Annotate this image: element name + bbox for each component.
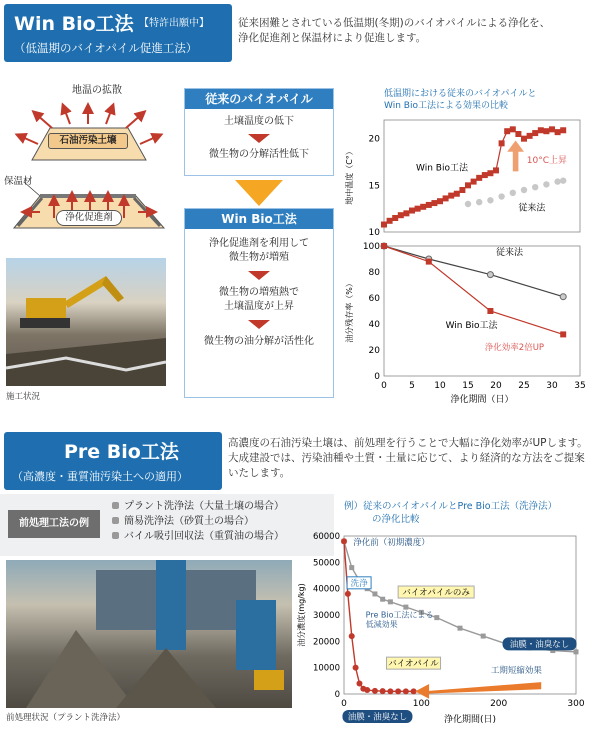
pre-desc-line1: 高濃度の石油汚染土壌は、前処理を行うことで大幅に浄化効率がUPします。 (228, 437, 588, 449)
conventional-point (560, 177, 566, 183)
prebio-point (345, 591, 351, 597)
y-tick-label: 10000 (312, 663, 340, 674)
prebio-point (395, 688, 401, 694)
winbio-point (415, 206, 421, 212)
chart3-title-line2: の浄化比較 (372, 514, 420, 525)
series-label-conventional: 従来法 (496, 248, 524, 259)
chart1-title-line1: 低温期における従来のバイオパイルと (384, 89, 537, 99)
y-tick-label: 0 (334, 690, 340, 700)
conv-step-1: 土壌温度の低下 (224, 116, 294, 127)
winbio-point (504, 128, 510, 134)
y-tick-label: 0 (374, 372, 380, 382)
winbio-point (476, 175, 482, 181)
conventional-point (498, 193, 504, 199)
winbio-flow-box (184, 208, 334, 398)
conventional-point (532, 184, 538, 190)
winbio-point (381, 243, 387, 249)
conventional-flow-box (184, 88, 334, 176)
winbio-point (493, 167, 499, 173)
biopile-point (403, 605, 408, 610)
x-axis-label: 浄化期間（日） (450, 395, 514, 405)
winbio-point (487, 170, 493, 176)
winbio-point (459, 187, 465, 193)
winbio-point (437, 198, 443, 204)
winbio-point (555, 129, 561, 135)
x-tick-label: 15 (462, 381, 474, 391)
contaminated-soil-label: 石油汚染土壌 (48, 133, 128, 149)
x-tick-label: 20 (490, 381, 502, 391)
y-tick-label: 40 (368, 320, 380, 330)
down-arrow-icon (248, 271, 270, 280)
winbio-point (403, 210, 409, 216)
conventional-point (465, 201, 471, 207)
win-desc-line1: 従来困難とされている低温期(冬期)のバイオパイルによる浄化を、 (238, 17, 551, 29)
biopile-only-label: バイオパイルのみ (402, 588, 470, 599)
no-oil-label-bottom: 油膜・油臭なし (347, 712, 408, 723)
winbio-point (515, 131, 521, 137)
biopile-point (458, 626, 463, 631)
winbio-point (387, 218, 393, 224)
wash-label: 洗浄 (350, 578, 368, 589)
initial-concentration-label: 浄化前（初期濃度） (353, 538, 430, 549)
y-tick-label: 20 (368, 134, 380, 145)
prebio-point (349, 633, 355, 639)
pre-description (228, 436, 588, 481)
win-description (238, 16, 588, 46)
x-tick-label: 100 (412, 699, 430, 709)
winbio-point (381, 222, 387, 228)
chart3-title (344, 500, 557, 526)
winbio-point (549, 126, 555, 132)
y-tick-label: 50000 (312, 558, 340, 569)
biopile-point (434, 615, 439, 620)
x-tick-label: 30 (546, 381, 558, 391)
series-label-winbio: Win Bio工法 (445, 320, 498, 331)
winbio-point (471, 179, 477, 185)
y-axis-label: 油分濃度(mg/kg) (297, 583, 306, 647)
residual-oil-chart (340, 240, 590, 410)
chart1-title (384, 88, 537, 112)
biopile-point (372, 591, 377, 596)
biopile-point (388, 599, 393, 604)
insulation-label: 保温材 (4, 176, 33, 187)
patent-badge: 【特許出願中】 (139, 18, 209, 29)
x-tick-label: 10 (434, 381, 446, 391)
shorten-label: 工期短縮効果 (490, 665, 542, 676)
temperature-chart (340, 112, 590, 242)
winbio-point (560, 331, 566, 337)
y-tick-label: 100 (362, 242, 380, 252)
conventional-point (476, 199, 482, 205)
methods-label: 前処理工法の例 (8, 510, 100, 538)
x-tick-label: 200 (490, 699, 508, 709)
winbio-point (443, 195, 449, 201)
conventional-point (543, 181, 549, 187)
winbio-point (426, 259, 432, 265)
rise-annotation: 10°C上昇 (526, 155, 568, 166)
win-step-2b: 土壌温度が上昇 (224, 301, 294, 312)
y-tick-label: 60000 (312, 532, 340, 542)
y-tick-label: 20000 (312, 637, 340, 648)
y-tick-label: 40000 (312, 584, 340, 595)
winbio-point (426, 202, 432, 208)
winbio-point (560, 127, 566, 133)
concentration-chart (296, 528, 592, 734)
x-tick-label: 0 (341, 699, 347, 709)
pre-subtitle: （高濃度・重質油汚染土への適用） (12, 470, 188, 483)
winbio-point (454, 191, 460, 197)
prebio-point (380, 688, 386, 694)
conventional-point (487, 272, 493, 278)
win-title-box (4, 4, 232, 62)
prebio-reduction-label: Pre Bio工法による (365, 610, 434, 620)
y-tick-label: 10 (368, 228, 380, 238)
winbio-point (448, 193, 454, 199)
methods-panel (0, 494, 334, 556)
win-step-1a: 浄化促進剤を利用して (209, 238, 309, 249)
y-tick-label: 80 (368, 268, 380, 278)
down-arrow-icon (248, 134, 270, 143)
winbio-point (420, 204, 426, 210)
prebio-reduction-label2: 低減効果 (365, 619, 398, 629)
y-tick-label: 15 (368, 181, 380, 192)
heat-diffusion-label: 地温の拡散 (72, 85, 122, 96)
winbio-point (521, 136, 527, 142)
conventional-point (521, 187, 527, 193)
winbio-point (431, 200, 437, 206)
chart3-title-line1: 例）従来のバイオパイルとPre Bio工法（洗浄法） (344, 501, 558, 512)
winbio-point (543, 128, 549, 134)
win-title: Win Bio工法 (14, 13, 134, 35)
win-step-2a: 微生物の増殖熱で (219, 287, 299, 298)
prebio-point (353, 665, 359, 671)
biopile-point (481, 634, 486, 639)
winbio-point (465, 182, 471, 188)
prebio-point (387, 688, 393, 694)
prebio-point (356, 680, 362, 686)
winbio-point (392, 215, 398, 221)
pre-desc-line3: いたします。 (228, 467, 291, 479)
method-item: 簡易洗浄法（砂質土の場合） (112, 514, 284, 529)
win-desc-line2: 浄化促進剤と保温材により促進します。 (238, 32, 427, 44)
plant-photo (6, 560, 292, 708)
biopile-point (349, 565, 354, 570)
winbio-point (499, 140, 505, 146)
series-label-conventional: 従来法 (518, 203, 546, 214)
conventional-flow-title: 従来のバイオパイル (185, 89, 333, 109)
x-tick-label: 35 (574, 381, 586, 391)
big-down-arrow-icon (235, 180, 283, 206)
y-tick-label: 20 (368, 346, 380, 356)
x-tick-label: 25 (518, 381, 530, 391)
pre-title-box (4, 432, 222, 490)
biopile-point (574, 649, 579, 654)
winbio-point (538, 127, 544, 133)
chart1-title-line2: Win Bio工法による効果の比較 (384, 101, 508, 111)
prebio-point (341, 538, 347, 544)
winbio-point (409, 208, 415, 214)
x-tick-label: 5 (409, 381, 415, 391)
excavator-icon (6, 258, 166, 386)
pre-desc-line2: 大成建設では、汚染油種や土質・土量に応じて、より経済的な方法をご提案 (228, 452, 585, 464)
win-subtitle: （低温期のバイオパイル促進工法） (14, 41, 198, 55)
winbio-point (487, 308, 493, 314)
prebio-point (372, 688, 378, 694)
conventional-point (487, 197, 493, 203)
conventional-point (554, 178, 560, 184)
winbio-point (398, 212, 404, 218)
plot-frame (384, 246, 580, 376)
plant-illustration (6, 560, 292, 708)
biopile-label: バイオパイル (388, 659, 439, 670)
y-axis-label: 地中温度（C°） (345, 147, 354, 205)
biopile-point (380, 597, 385, 602)
win-step-1b: 微生物が増殖 (229, 252, 289, 263)
down-arrow-icon (248, 320, 270, 329)
x-tick-label: 300 (567, 699, 585, 709)
winbio-point (510, 126, 516, 132)
site-photo-caption: 施工状況 (6, 392, 41, 402)
winbio-point (482, 172, 488, 178)
winbio-point (532, 130, 538, 136)
conventional-point (560, 294, 566, 300)
y-tick-label: 30000 (312, 611, 340, 621)
site-photo (6, 258, 166, 386)
method-item: バイル吸引回収法（重質油の場合） (112, 529, 284, 544)
y-axis-label: 油分残存率（%） (345, 279, 354, 343)
x-axis-label: 浄化期間(日) (443, 715, 497, 725)
method-item: プラント洗浄法（大量土壌の場合） (112, 499, 284, 514)
winbio-flow-title: Win Bio工法 (185, 209, 333, 229)
efficiency-annotation: 浄化効率2倍UP (484, 343, 545, 353)
y-tick-label: 60 (368, 294, 380, 304)
purification-agent-label: 浄化促進剤 (56, 210, 122, 226)
prebio-point (403, 688, 409, 694)
prebio-point (364, 687, 370, 693)
winbio-point (527, 133, 533, 139)
series-label-winbio: Win Bio工法 (416, 163, 468, 174)
x-tick-label: 0 (381, 381, 387, 391)
plant-photo-caption: 前処理状況（プラント洗浄法） (6, 713, 126, 723)
no-oil-label-right: 油膜・油臭なし (509, 639, 570, 650)
win-step-3: 微生物の油分解が活性化 (204, 336, 314, 347)
conventional-point (510, 190, 516, 196)
pre-title: Pre Bio工法 (64, 441, 179, 463)
conv-step-2: 微生物の分解活性低下 (209, 149, 309, 160)
